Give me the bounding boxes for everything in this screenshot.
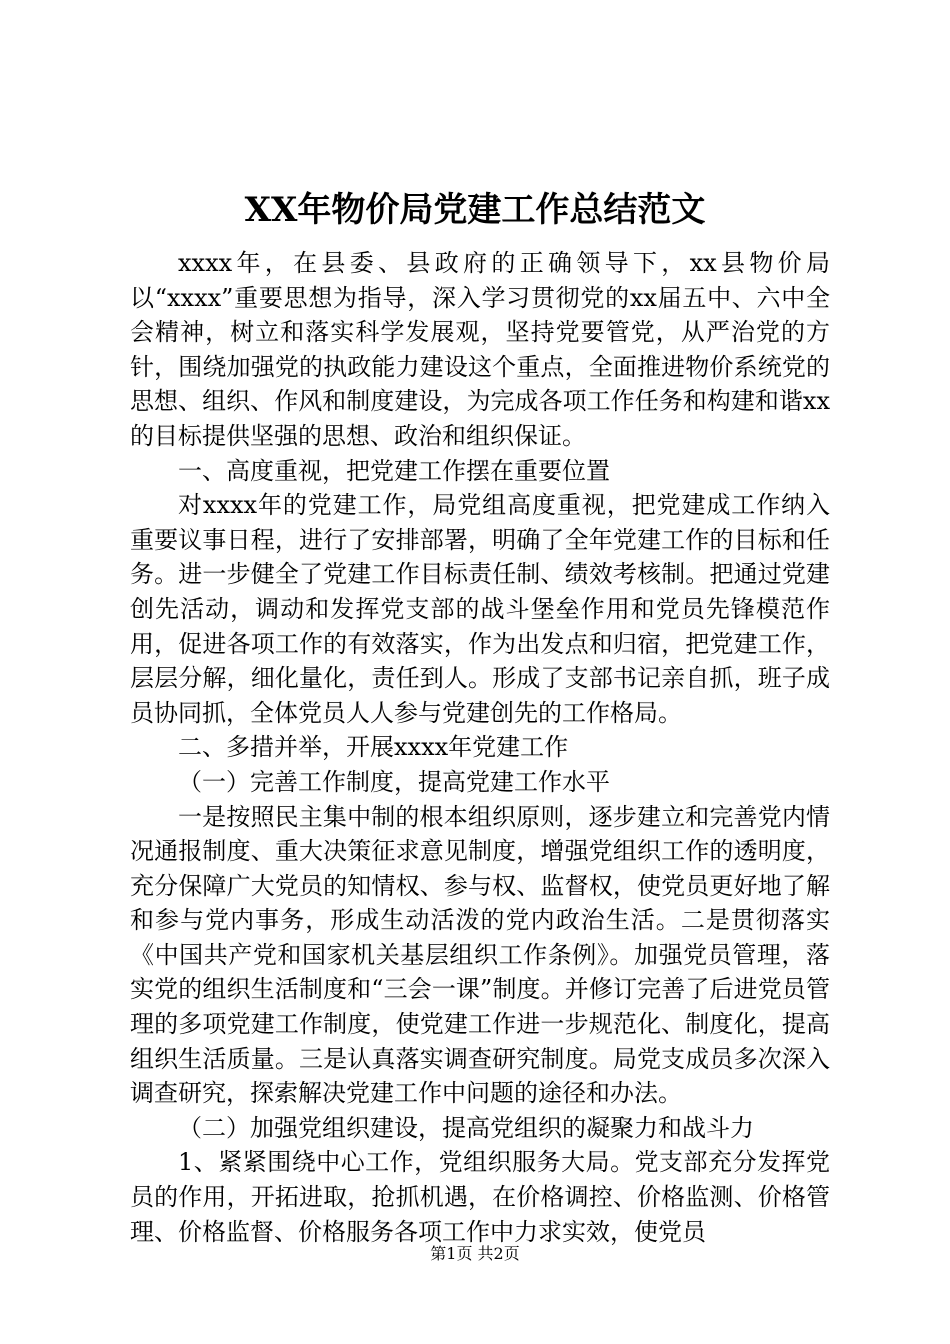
paragraph-subsection-1: 一是按照民主集中制的根本组织原则，逐步建立和完善党内情况通报制度、重大决策征求意见制度，增强党组织工作的透明度，充分保障广大党员的知情权、参与权、监督权，使党员更好地了解和参与党内事务，形成生动活泼的党内政治生活。二是贯彻落实《中国共产党和国家机关基层组织工作条例》。加强党员管理，落实党的组织生活制度和“三会一课”制度。并修订完善了后进党员管理的多项党建工作制度，使党建工作进一步规范化、制度化，提高组织生活质量。三是认真落实调查研究制度。局党支成员多次深入调查研究，探索解决党建工作中问题的途径和办法。 [130, 802, 830, 1108]
section-heading-1: 一、高度重视，把党建工作摆在重要位置 [178, 456, 610, 485]
subsection-heading-2: （二）加强党组织建设，提高党组织的凝聚力和战斗力 [178, 1113, 754, 1142]
page-footer: 第1页 共2页 [430, 1244, 520, 1263]
section-heading-2: 二、多措并举，开展xxxx年党建工作 [178, 733, 569, 762]
subsection-heading-1: （一）完善工作制度，提高党建工作水平 [178, 767, 610, 796]
paragraph-section-1: 对xxxx年的党建工作，局党组高度重视，把党建成工作纳入重要议事日程，进行了安排部署，明确了全年党建工作的目标和任务。进一步健全了党建工作目标责任制、绩效考核制。把通过党建创先活动，调动和发挥党支部的战斗堡垒作用和党员先锋模范作用，促进各项工作的有效落实，作为出发点和归宿，把党建工作，层层分解，细化量化，责任到人。形成了支部书记亲自抓，班子成员协同抓，全体党员人人参与党建创先的工作格局。 [130, 491, 830, 727]
paragraph-intro: xxxx年，在县委、县政府的正确领导下，xx县物价局以“xxxx”重要思想为指导，深入学习贯彻党的xx届五中、六中全会精神，树立和落实科学发展观，坚持党要管党，从严治党的方针，围绕加强党的执政能力建设这个重点，全面推进物价系统党的思想、组织、作风和制度建设，为完成各项工作任务和构建和谐xx的目标提供坚强的思想、政治和组织保证。 [130, 249, 830, 450]
document-body [130, 246, 830, 1249]
document-title: XX年物价局党建工作总结范文 [244, 190, 706, 230]
paragraph-subsection-2: 1、紧紧围绕中心工作，党组织服务大局。党支部充分发挥党员的作用，开拓进取，抢抓机遇，在价格调控、价格监测、价格管理、价格监督、价格服务各项工作中力求实效，使党员 [130, 1148, 830, 1246]
